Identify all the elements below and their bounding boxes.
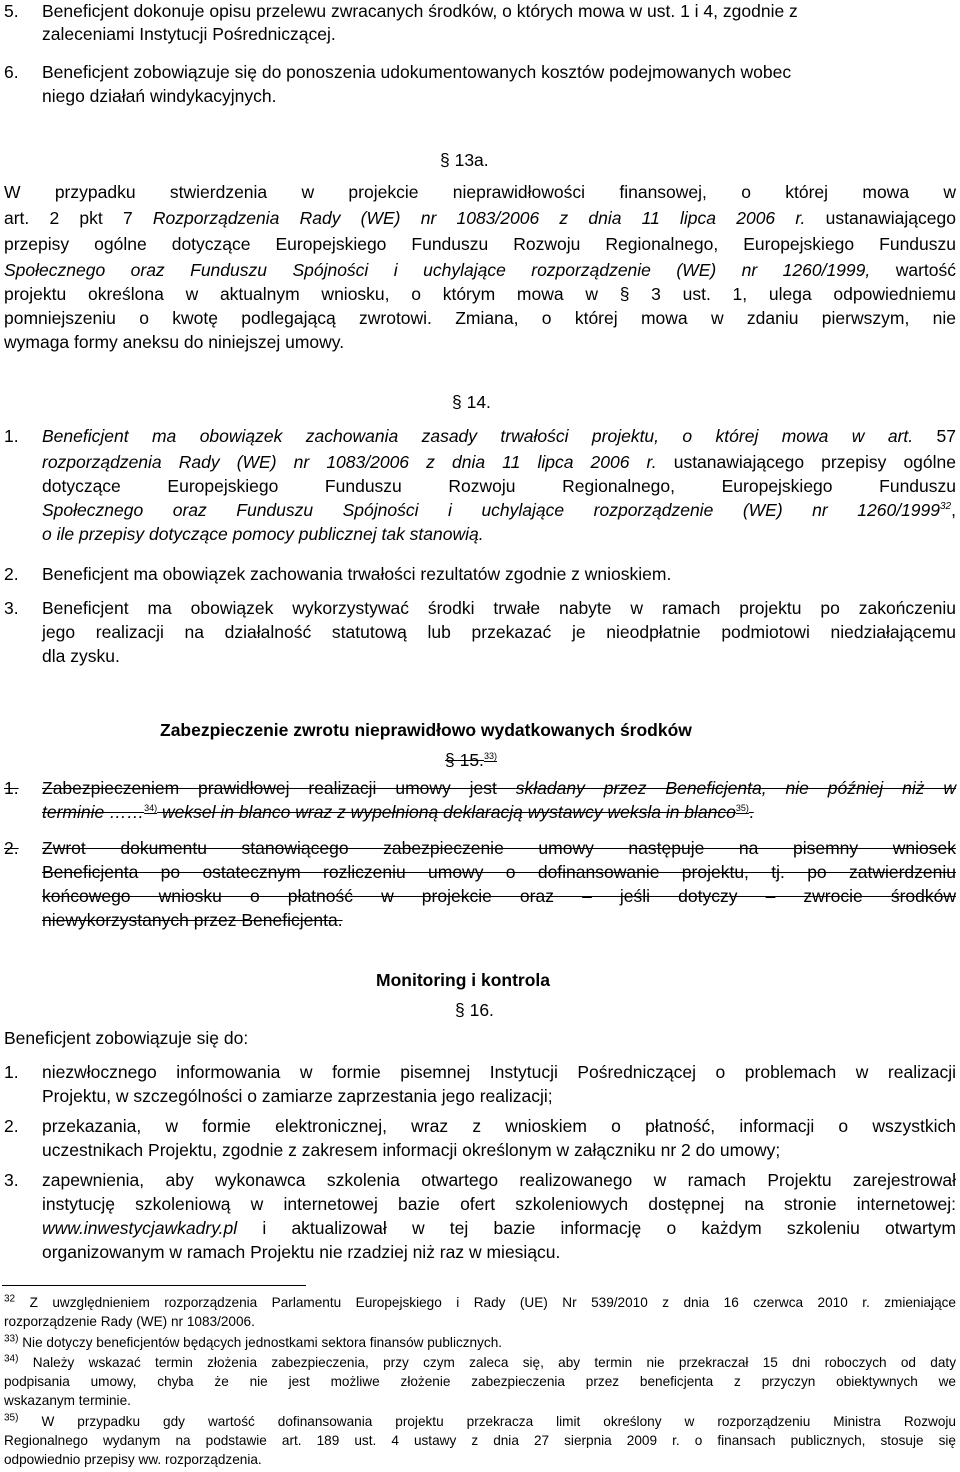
item-5-line-2: zaleceniami Instytucji Pośredniczącej. (42, 24, 336, 44)
footnote-separator (2, 1285, 306, 1286)
section-16-item-3-line-1: zapewnienia, aby wykonawca szkolenia otwartego realizowanego w ramach Projektu zarejestrował (42, 1170, 956, 1190)
section-16-intro: Beneficjent zobowiązuje się do: (4, 1028, 249, 1048)
footnote-33: $^{33)}$ Nie dotyczy beneficjentów będących jednostkami sektora finansów publicznych. (4, 1333, 503, 1350)
section-16-heading: § 16. (455, 1000, 494, 1020)
section-16-item-3-line-3: www.inwestycjawkadry.pl i aktualizował w tej bazie informację o każdym szkoleniu otwartym (42, 1218, 956, 1238)
section-13a-heading: § 13a. (440, 150, 489, 170)
section-16-item-1-line-1: niezwłocznego informowania w formie pisemnej Instytucji Pośredniczącej o problemach w realizacji (42, 1062, 956, 1082)
footnote-35-line-3: odpowiednio przepisy ww. rozporządzenia. (4, 1452, 262, 1467)
section-13a-line-2: art. 2 pkt 7 Rozporządzenia Rady (WE) nr 1083/2006 z dnia 11 lipca 2006 r. ustanawiającego (4, 208, 956, 228)
item-number: 6. (4, 62, 19, 82)
footnote-34-line-1: $^{34)}$ Należy wskazać termin złożenia zabezpieczenia, przy czym zaleca się, aby termin nie przekraczał 15 dni roboczych od daty (4, 1353, 956, 1370)
footnote-35-line-1: $^{35)}$ W przypadku gdy wartość dofinansowania projektu przekracza limit określony w rozporządzeniu Ministra Rozwoju (4, 1412, 956, 1429)
section-15-item-1-line-1: Zabezpieczeniem prawidłowej realizacji umowy jest składany przez Beneficjenta, nie później niż w (42, 778, 956, 798)
item-number: 3. (4, 1170, 19, 1190)
section-13a-line-6: pomniejszeniu o kwotę podlegającą zwrotowi. Zmiana, o której mowa w zdaniu pierwszym, nie (4, 308, 956, 328)
item-number: 1. (4, 778, 19, 798)
item-number: 1. (4, 1062, 19, 1082)
item-number: 5. (4, 1, 19, 21)
section-15-item-2-line-4: niewykorzystanych przez Beneficjenta. (42, 910, 343, 930)
section-16-item-2-line-2: uczestnikach Projektu, zgodnie z zakresem informacji określonym w załączniku nr 2 do umowy; (42, 1140, 781, 1160)
footnote-34-line-2: podpisania umowy, chyba że nie jest możliwe złożenie zabezpieczenia przez beneficjenta z przyczyn obiektywnych we (4, 1374, 956, 1389)
section-13a-line-5: projektu określona w aktualnym wniosku, o którym mowa w § 3 ust. 1, ulega odpowiedniemu (4, 284, 956, 304)
item-6-line-2: niego działań windykacyjnych. (42, 86, 277, 106)
section-16-item-1-line-2: Projektu, w szczególności o zamiarze zaprzestania jego realizacji; (42, 1086, 553, 1106)
footnote-34-line-3: wskazanym terminie. (4, 1393, 131, 1408)
item-number: 2. (4, 564, 19, 584)
website-link[interactable]: www.inwestycjawkadry.pl (42, 1218, 238, 1238)
section-14-item-1-line-2: rozporządzenia Rady (WE) nr 1083/2006 z dnia 11 lipca 2006 r. ustanawiającego przepisy ogólne (42, 452, 956, 472)
item-number: 2. (4, 838, 19, 858)
section-16-title: Monitoring i kontrola (376, 970, 551, 990)
item-number: 3. (4, 598, 19, 618)
footnote-ref-35[interactable]: 35) (735, 803, 749, 814)
section-15-title: Zabezpieczenie zwrotu nieprawidłowo wydatkowanych środków (160, 720, 692, 740)
section-14-item-1-line-5: o ile przepisy dotyczące pomocy publicznej tak stanowią. (42, 524, 484, 544)
footnote-ref-33[interactable]: 33) (483, 751, 497, 762)
section-15-item-2-line-1: Zwrot dokumentu stanowiącego zabezpieczenie umowy następuje na pisemny wniosek (42, 838, 956, 858)
section-15-item-2-line-3: końcowego wniosku o płatność w projekcie oraz – jeśli dotyczy – zwrocie środków (42, 886, 956, 906)
section-13a-line-7: wymaga formy aneksu do niniejszej umowy. (4, 332, 345, 352)
section-14-item-1-line-1: Beneficjent ma obowiązek zachowania zasady trwałości projektu, o której mowa w art. 57 (42, 426, 957, 446)
section-16-item-2-line-1: przekazania, w formie elektronicznej, wraz z wnioskiem o płatność, informacji o wszystkich (42, 1116, 956, 1136)
section-14-item-3-line-1: Beneficjent ma obowiązek wykorzystywać środki trwałe nabyte w ramach projektu po zakończeniu (42, 598, 956, 618)
footnote-35-line-2: Regionalnego wydanym na podstawie art. 189 ust. 4 ustawy z dnia 27 sierpnia 2009 r. o finansach publicznych, stosuje się (4, 1433, 956, 1448)
section-14-item-1-line-4: Społecznego oraz Funduszu Spójności i uchylające rozporządzenie (WE) nr 1260/1999$^{32}$, (42, 500, 956, 520)
section-14-item-2-line-1: Beneficjent ma obowiązek zachowania trwałości rezultatów zgodnie z wnioskiem. (42, 564, 672, 584)
section-14-heading: § 14. (452, 392, 491, 412)
footnote-ref-34[interactable]: 34) (144, 803, 158, 814)
section-14-item-3-line-3: dla zysku. (42, 646, 120, 666)
section-14-item-3-line-2: jego realizacji na działalność statutową lub przekazać je nieodpłatnie podmiotowi niedziałającemu (42, 622, 956, 642)
footnote-32-line-2: rozporządzenie Rady (WE) nr 1083/2006. (4, 1314, 255, 1329)
section-13a-line-4: Społecznego oraz Funduszu Spójności i uchylające rozporządzenie (WE) nr 1260/1999, wartość (4, 260, 956, 280)
item-number: 2. (4, 1116, 19, 1136)
section-15-item-2-line-2: Beneficjenta po ostatecznym rozliczeniu umowy o dofinansowanie projektu, tj. po zatwierdzeniu (42, 862, 956, 882)
item-6-line-1: Beneficjent zobowiązuje się do ponoszenia udokumentowanych kosztów podejmowanych wobec (42, 62, 792, 82)
section-15-heading: § 15.$^{33)}$ (445, 750, 497, 770)
section-15-item-1-line-2: terminie ……$^{34)}$ weksel in blanco wraz z wypełnioną deklaracją wystawcy weksla in blanco$^{35)}$. (42, 802, 754, 822)
item-number: 1. (4, 426, 19, 446)
section-16-item-3-line-2: instytucję szkoleniową w internetowej bazie ofert szkoleniowych dostępnej na stronie internetowej: (42, 1194, 956, 1214)
section-13a-line-1: W przypadku stwierdzenia w projekcie nieprawidłowości finansowej, o której mowa w (4, 182, 956, 202)
footnote-32-line-1: $^{32}$ Z uwzględnieniem rozporządzenia Parlamentu Europejskiego i Rady (UE) Nr 539/2010 z dnia 16 czerwca 2010 r. zmieniające (4, 1293, 956, 1310)
section-13a-line-3: przepisy ogólne dotyczące Europejskiego Funduszu Rozwoju Regionalnego, Europejskiego Funduszu (4, 234, 956, 254)
section-14-item-1-line-3: dotyczące Europejskiego Funduszu Rozwoju Regionalnego, Europejskiego Funduszu (42, 476, 956, 496)
section-16-item-3-line-4: organizowanym w ramach Projektu nie rzadziej niż raz w miesiącu. (42, 1242, 561, 1262)
footnote-ref-32[interactable]: 32 (940, 501, 952, 513)
item-5-line-1: Beneficjent dokonuje opisu przelewu zwracanych środków, o których mowa w ust. 1 i 4, zgodnie z (42, 1, 798, 21)
